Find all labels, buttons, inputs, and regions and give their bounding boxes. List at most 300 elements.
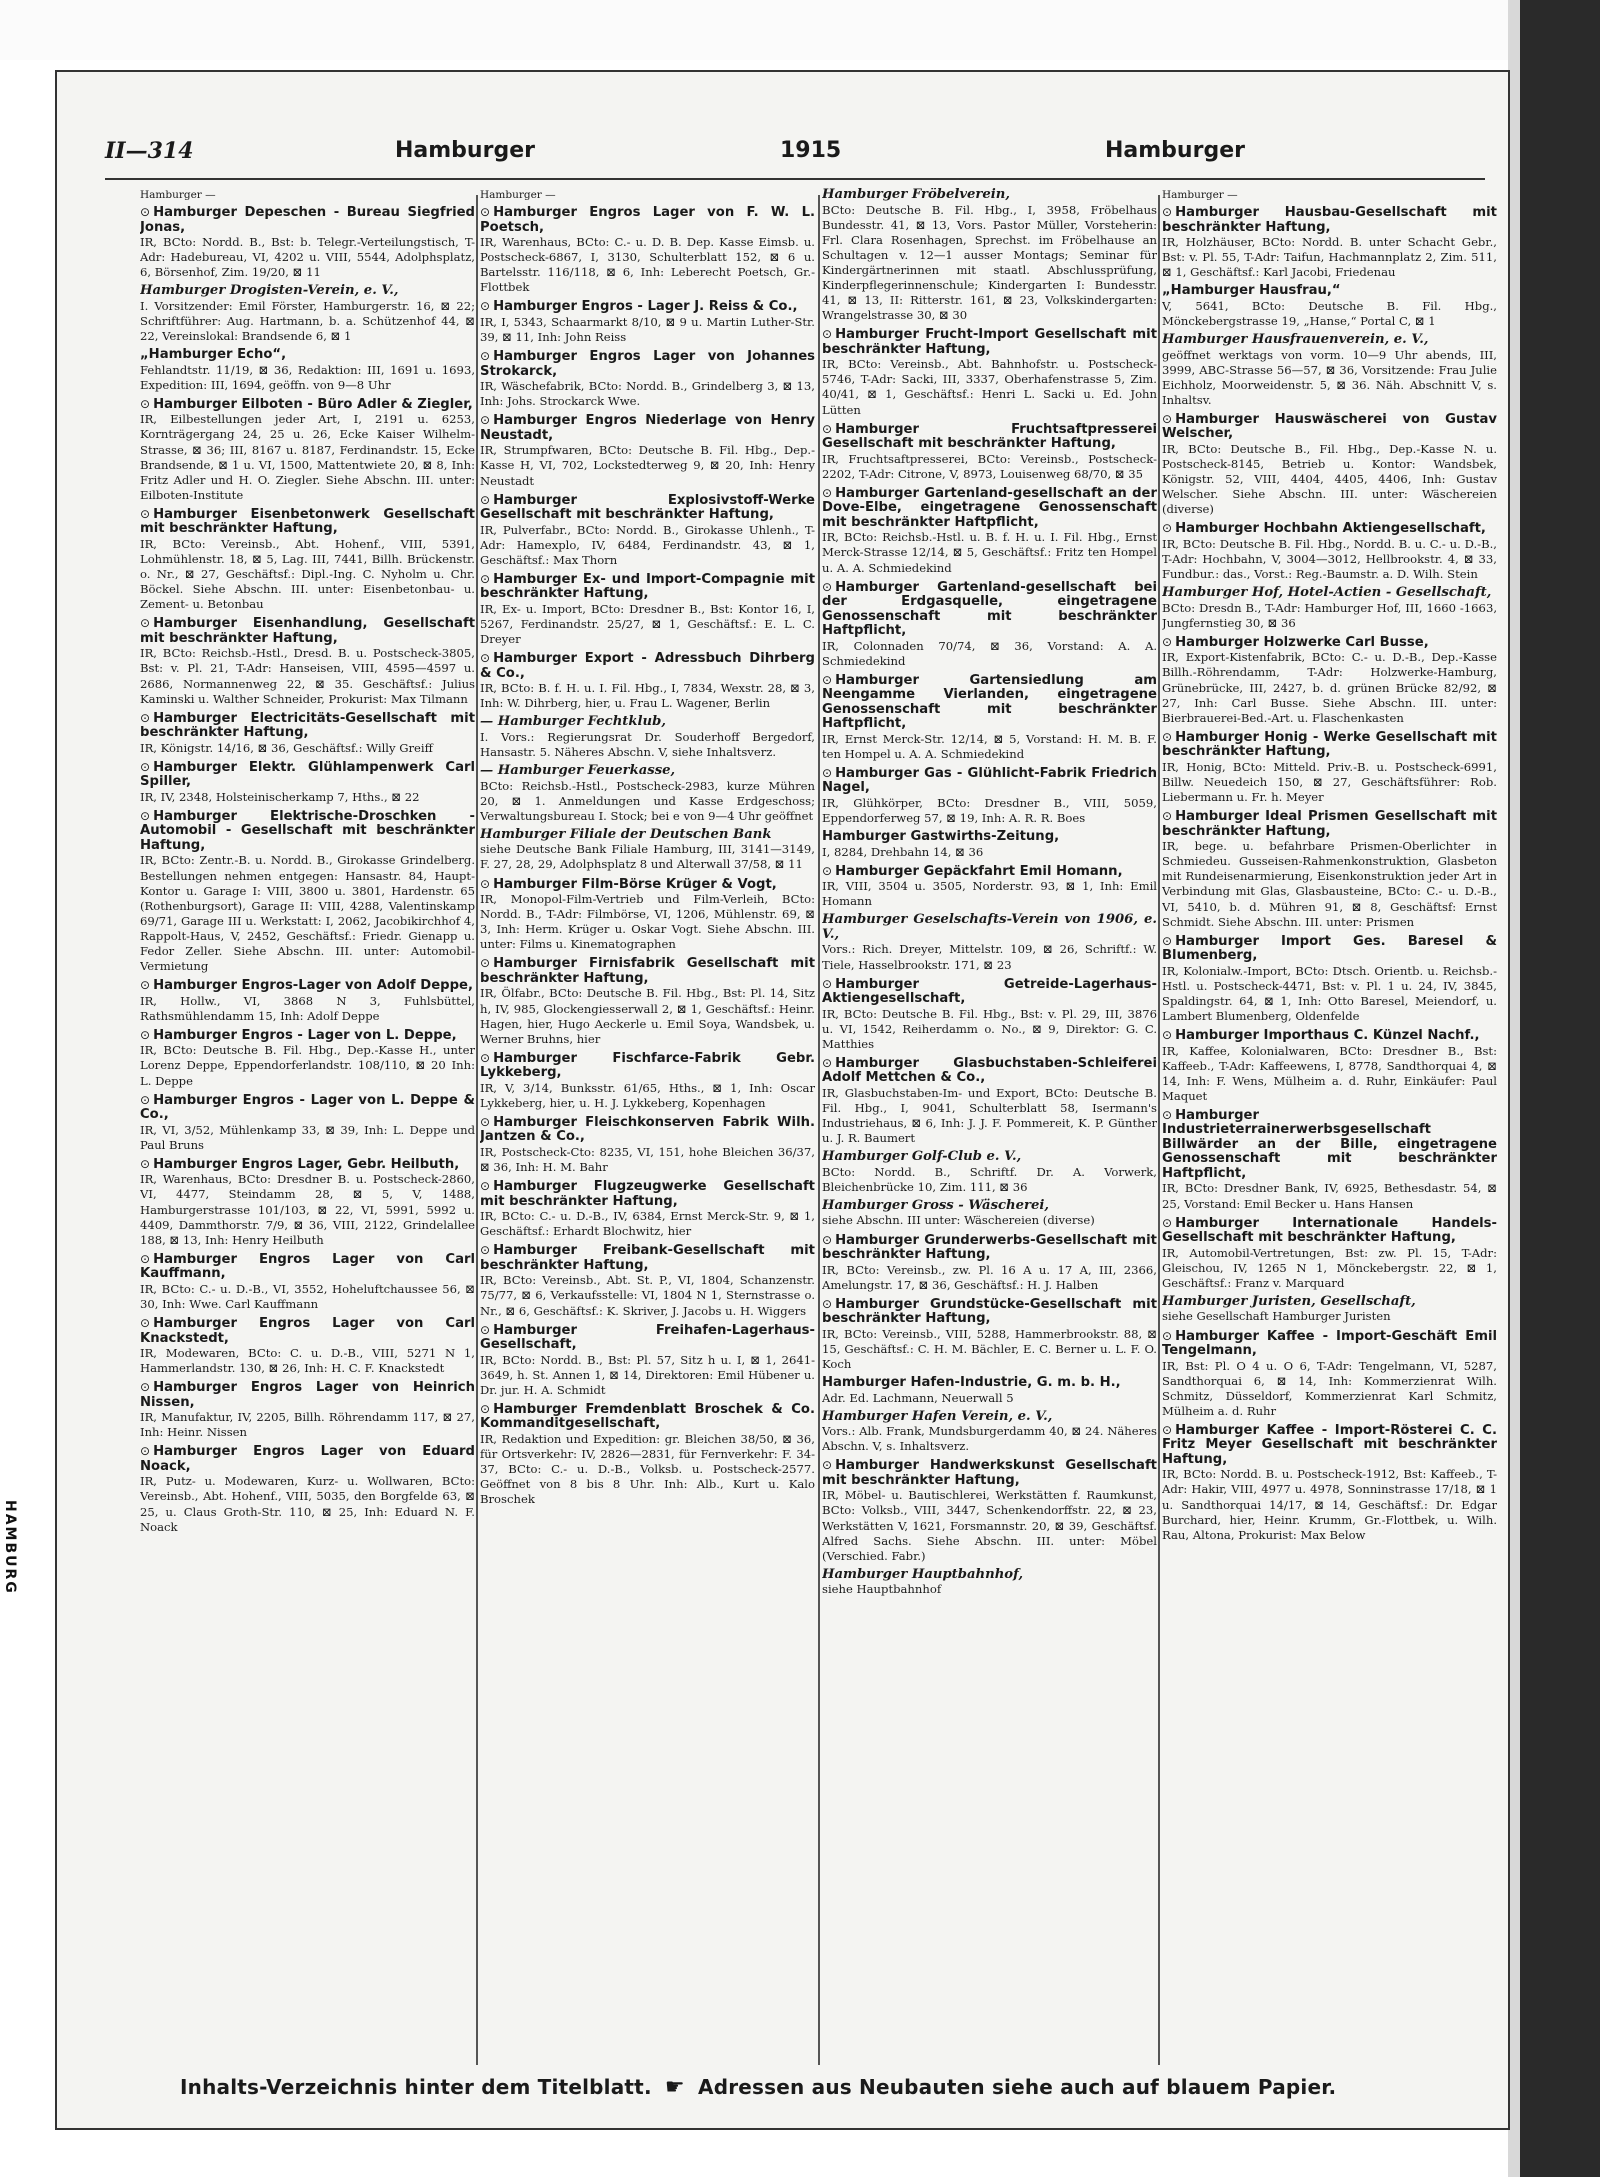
directory-entry	[822, 977, 1157, 1052]
directory-entry	[140, 1316, 475, 1376]
entry-name	[480, 1051, 815, 1081]
telephone-circle-icon: ⊙	[1162, 411, 1173, 426]
directory-entry	[822, 1056, 1157, 1146]
directory-entry	[480, 572, 815, 647]
entry-name-text: Hamburger Engros - Lager von L. Deppe,	[153, 1027, 457, 1043]
telephone-circle-icon: ⊙	[822, 1055, 833, 1070]
entry-name-text: Hamburger Hochbahn Aktiengesellschaft,	[1175, 521, 1486, 537]
entry-name-text: Hamburger Engros Lager von Carl Kauffmann,	[140, 1251, 475, 1282]
entry-name	[822, 1568, 1157, 1583]
entry-name	[480, 877, 815, 893]
entry-details: IR, Modewaren, BCto: C. u. D.-B., VIII, 5271 N 1, Hammerlandstr. 130, ⊠ 26, Inh: H. C. F. Knackstedt	[140, 1346, 475, 1376]
entry-details: IR, Automobil-Vertretungen, Bst: zw. Pl. 15, T-Adr: Gleischou, IV, 1265 N 1, Mönckebergstr. 22, ⊠ 1, Geschäftsf.: Franz v. Marquard	[1162, 1245, 1497, 1290]
entry-details: IR, BCto: Vereinsb., zw. Pl. 16 A u. 17 A, III, 2366, Amelungstr. 17, ⊠ 36, Geschäftsf.: H. J. Halben	[822, 1262, 1157, 1292]
entry-name-text: Hamburger Freibank-Gesellschaft mit beschränkter Haftung,	[480, 1243, 815, 1273]
entry-name	[480, 651, 815, 681]
header-rule	[105, 178, 1485, 180]
entry-name-text: Hamburger Filiale der Deutschen Bank	[480, 826, 772, 842]
entry-name-text: Hamburger Engros - Lager J. Reiss & Co.,	[493, 299, 798, 315]
entry-name	[822, 1150, 1157, 1165]
entry-name	[480, 956, 815, 986]
footer-index-note: Inhalts-Verzeichnis hinter dem Titelblatt.	[180, 2075, 652, 2099]
telephone-circle-icon: ⊙	[822, 672, 833, 687]
entry-name-text: Hamburger Gastwirths-Zeitung,	[822, 829, 1060, 845]
entry-details: IR, Wäschefabrik, BCto: Nordd. B., Grindelberg 3, ⊠ 13, Inh: Johs. Strockarck Wwe.	[480, 379, 815, 409]
column-1	[140, 188, 475, 2118]
entry-name-text: Hamburger Hafen Verein, e. V.,	[822, 1408, 1053, 1424]
directory-entry	[140, 760, 475, 805]
directory-entry	[480, 764, 815, 824]
entry-details: siehe Hauptbahnhof	[822, 1582, 942, 1597]
telephone-circle-icon: ⊙	[480, 1050, 491, 1065]
directory-entry	[140, 1252, 475, 1312]
directory-entry	[140, 978, 475, 1024]
directory-entry	[140, 205, 475, 280]
entry-name-text: Hamburger Electricitäts-Gesellschaft mit beschränkter Haftung,	[140, 710, 475, 741]
telephone-circle-icon: ⊙	[140, 1156, 151, 1171]
directory-entry	[822, 1297, 1157, 1372]
directory-entry	[822, 580, 1157, 669]
entry-name-text: Hamburger Eilboten - Büro Adler & Ziegler,	[153, 396, 473, 412]
directory-entry	[822, 864, 1157, 910]
entry-details: geöffnet werktags von vorm. 10—9 Uhr abends, III, 3999, ABC-Strasse 56—57, ⊠ 36, Vorsitzende: Frau Julie Eichholz, Moorweidenstr. 5, ⊠ 36. Näh. Abschnitt V, s. Inhaltsv.	[1162, 347, 1497, 407]
entry-name	[1162, 934, 1497, 964]
telephone-circle-icon: ⊙	[140, 1380, 151, 1395]
entry-details: I. Vors.: Regierungsrat Dr. Souderhoff Bergedorf, Hansastr. 5. Näheres Abschn. V, siehe Inhaltsverz.	[480, 729, 815, 759]
telephone-circle-icon: ⊙	[480, 492, 491, 507]
directory-entry	[480, 1402, 815, 1507]
entry-details: IR, Strumpfwaren, BCto: Deutsche B. Fil. Hbg., Dep.-Kasse H, VI, 702, Lockstedterweg 9, ⊠ 20, Inh: Henry Neustadt	[480, 443, 815, 488]
entry-details: IR, Kaffee, Kolonialwaren, BCto: Dresdner B., Bst: Kaffeeb., T-Adr: Kaffeewens, I, 8778, Sandthorquai 4, ⊠ 14, Inh: F. Wens, Mülheim a. d. Ruhr, Einkäufer: Paul Maquet	[1162, 1043, 1497, 1103]
entry-name-text: Hamburger Ex- und Import-Compagnie mit beschränkter Haftung,	[480, 571, 815, 602]
entry-name-text: Hamburger Importhaus C. Künzel Nachf.,	[1175, 1028, 1480, 1044]
directory-entry	[822, 1199, 1157, 1229]
telephone-circle-icon: ⊙	[480, 571, 491, 586]
entry-name	[480, 413, 815, 443]
telephone-circle-icon: ⊙	[480, 956, 491, 971]
entry-name-text: Hamburger Engros Lager von Eduard Noack,	[140, 1444, 475, 1474]
entry-details: Vors.: Rich. Dreyer, Mittelstr. 109, ⊠ 26, Schriftf.: W. Tiele, Hasselbrookstr. 171, ⊠ 23	[822, 942, 1157, 972]
directory-entry	[1162, 412, 1497, 517]
entry-details: IR, VIII, 3504 u. 3505, Norderstr. 93, ⊠ 1, Inh: Emil Homann	[822, 879, 1157, 909]
entry-name	[140, 284, 475, 299]
directory-entry	[1162, 333, 1497, 408]
directory-entry	[140, 1157, 475, 1248]
entry-name-text: Hamburger Gartenland-gesellschaft an der Dove-Elbe, eingetragene Genossenschaft mit beschränkter Haftpflicht,	[822, 485, 1157, 530]
entry-details: IR, BCto: Zentr.-B. u. Nordd. B., Girokasse Grindelberg. Bestellungen nehmen entgegen: Hansastr. 84, Haupt-Kontor u. Garage I: VIII, 3800 u. 3801, Hardenstr. 65 (Rothenburgsort), Garage II: VIII, 4288, Valentinskamp 69/71, Garage III u. Werkstatt: I, 2062, Jacobikirchhof 4, Rappolt-Haus, V, 2452, Geschäftsf.: Friedr. Gienapp u. Fedor Zeller. Siehe Abschn. III. unter: Automobil-Vermietung	[140, 853, 475, 974]
entry-name-text: Hamburger Drogisten-Verein, e. V.,	[140, 283, 399, 299]
entry-details: IR, Ernst Merck-Str. 12/14, ⊠ 5, Vorstand: H. M. B. F. ten Hompel u. A. A. Schmiedekind	[822, 731, 1157, 761]
entry-details: IR, Putz- u. Modewaren, Kurz- u. Wollwaren, BCto: Vereinsb., Abt. Hohenf., VIII, 5035, den Borgfelde 63, ⊠ 25, u. Claus Groth-Str. 110, ⊠ 25, Inh: Eduard N. F. Noack	[140, 1474, 475, 1534]
directory-entry	[822, 188, 1157, 323]
telephone-circle-icon: ⊙	[140, 710, 151, 725]
entry-details: IR, Königstr. 14/16, ⊠ 36, Geschäftsf.: Willy Greiff	[140, 740, 433, 755]
directory-entry	[480, 1115, 815, 1175]
entry-name-text: Hamburger Getreide-Lagerhaus-Aktiengesellschaft,	[822, 976, 1157, 1007]
entry-details: IR, Möbel- u. Bautischlerei, Werkstätten f. Raumkunst, BCto: Volksb., VIII, 3447, Schenkendorffstr. 22, ⊠ 23, Werkstätten V, 1621, Forsmannstr. 20, ⊠ 39, Geschäftsf. Alfred Sachs. Siehe Abschn. III. unter: Möbel (Verschied. Fabr.)	[822, 1488, 1157, 1563]
entry-details: V, 5641, BCto: Deutsche B. Fil. Hbg., Mönckebergstrasse 19, „Hanse,“ Portal C, ⊠ 1	[1162, 298, 1497, 328]
entry-details: IR, Ölfabr., BCto: Deutsche B. Fil. Hbg., Bst: Pl. 14, Sitz h, IV, 985, Glockengiesserwall 2, ⊠ 1, Geschäftsf.: Heinr. Hagen, hier, Hugo Aeckerle u. Emil Soya, Wandsbek, u. Werner Bruhns, hier	[480, 986, 815, 1046]
entry-details: BCto: Deutsche B. Fil. Hbg., I, 3958, Fröbelhaus Bundesstr. 41, ⊠ 13, Vors. Pastor Müller, Vorsteherin: Frl. Clara Rosenhagen, Sprechst. im Fröbelhause an Schultagen v. 12—1 ausser Montags; Seminar für Kindergärtnerinnen mit staatl. Abschlussprüfung, Kinderpflegerinnenschule; Kindergarten I: Bundesstr. 41, ⊠ 13, II: Ritterstr. 161, ⊠ 23, Volkskindergarten: Wrangelstrasse 30, ⊠ 30	[822, 202, 1157, 323]
entry-details: IR, BCto: Vereinsb., Abt. Hohenf., VIII, 5391, Lohmühlenstr. 18, ⊠ 5, Lag. III, 7441, Billh. Brückenstr. o. Nr., ⊠ 27, Geschäftsf.: Dipl.-Ing. C. Nyholm u. Chr. Böckel. Siehe Abschn. III. unter: Eisenbetonbau- u. Zement- u. Betonbau	[140, 536, 475, 612]
entry-name-text: Hamburger Freihafen-Lagerhaus-Gesellschaft,	[480, 1322, 815, 1353]
directory-entry	[822, 1233, 1157, 1293]
directory-entry	[1162, 730, 1497, 805]
entry-name	[140, 809, 475, 854]
entry-name-text: Hamburger Eisenhandlung, Gesellschaft mit beschränkter Haftung,	[140, 616, 475, 646]
entry-name	[140, 507, 475, 537]
entry-name-text: Hamburger Hausbau-Gesellschaft mit beschränkter Haftung,	[1162, 205, 1497, 235]
entry-details: IR, V, 3/14, Bunksstr. 61/65, Hths., ⊠ 1, Inh: Oscar Lykkeberg, hier, u. H. J. Lykkeberg, Kopenhagen	[480, 1080, 815, 1110]
entry-name-text: Hamburger Handwerkskunst Gesellschaft mit beschränkter Haftung,	[822, 1458, 1157, 1488]
telephone-circle-icon: ⊙	[140, 1251, 151, 1266]
entry-name	[822, 327, 1157, 357]
telephone-circle-icon: ⊙	[140, 205, 151, 220]
entry-name-text: Hamburger Glasbuchstaben-Schleiferei Adolf Mettchen & Co.,	[822, 1055, 1157, 1086]
entry-name-text: Hamburger Gas - Glühlicht-Fabrik Friedrich Nagel,	[822, 765, 1157, 796]
entry-name-text: Hamburger Internationale Handels-Gesellschaft mit beschränkter Haftung,	[1162, 1215, 1497, 1246]
entry-name	[1162, 333, 1497, 348]
entry-name-text: Hamburger Honig - Werke Gesellschaft mit beschränkter Haftung,	[1162, 729, 1497, 760]
directory-entry	[140, 348, 475, 393]
entry-name-text: Hamburger Engros Lager von Heinrich Nissen,	[140, 1380, 475, 1410]
directory-entry	[480, 205, 815, 295]
directory-entry	[1162, 205, 1497, 280]
directory-entry	[480, 715, 815, 760]
entry-name-text: — Hamburger Feuerkasse,	[480, 763, 676, 779]
entry-details: siehe Deutsche Bank Filiale Hamburg, III, 3141—3149, F. 27, 28, 29, Adolphsplatz 8 und Alterwall 37/58, ⊠ 11	[480, 842, 815, 872]
telephone-circle-icon: ⊙	[140, 506, 151, 521]
telephone-circle-icon: ⊙	[1162, 1107, 1173, 1122]
entry-details: IR, BCto: Vereinsb., Abt. Bahnhofstr. u. Postscheck-5746, T-Adr: Sacki, III, 3337, Oberhafenstrasse 5, Zim. 40/41, ⊠ 1, Geschäftsf.: Henri L. Sacki u. Ed. John Lütten	[822, 357, 1157, 417]
page-footer	[180, 2075, 1480, 2100]
entry-name	[822, 422, 1157, 452]
entry-details: IR, Honig, BCto: Mitteld. Priv.-B. u. Postscheck-6991, Billw. Neuedeich 150, ⊠ 27, Geschäftsführer: Rob. Liebermann u. Fr. h. Meyer	[1162, 759, 1497, 805]
directory-entry	[822, 327, 1157, 417]
entry-name	[480, 764, 815, 779]
telephone-circle-icon: ⊙	[480, 1114, 491, 1129]
directory-entry	[822, 486, 1157, 576]
directory-entry	[1162, 934, 1497, 1024]
entry-name-text: Hamburger Engros-Lager von Adolf Deppe,	[153, 978, 473, 994]
entry-details: IR, BCto: Deutsche B. Fil. Hbg., Dep.-Kasse H., unter Lorenz Deppe, Eppendorferlandstr. 108/110, ⊠ 20 Inh: L. Deppe	[140, 1043, 475, 1088]
directory-entry	[822, 1568, 1157, 1598]
entry-details: IR, BCto: Reichsb.-Hstl. u. B. f. H. u. I. Fil. Hbg., Ernst Merck-Strasse 12/14, ⊠ 5, Geschäftsf.: Fritz ten Hompel u. A. A. Schmiedekind	[822, 530, 1157, 575]
entry-name	[140, 1252, 475, 1282]
entry-name	[822, 1297, 1157, 1327]
entry-name	[1162, 635, 1497, 651]
telephone-circle-icon: ⊙	[480, 299, 491, 314]
entry-name	[1162, 586, 1497, 601]
telephone-circle-icon: ⊙	[1162, 634, 1173, 649]
entry-details: IR, Eilbestellungen jeder Art, I, 2191 u. 6253, Kornträgergang 24, 25 u. 26, Ecke Kaiser Wilhelm-Strasse, ⊠ 36; III, 8167 u. 8187, Ferdinandstr. 15, Ecke Brandsende, ⊠ 1 u. VI, 1500, Mattentwiete 20, ⊠ 8, Inh: Fritz Adler und H. O. Ziegler. Siehe Abschn. III. unter: Eilboten-Institute	[140, 412, 475, 502]
telephone-circle-icon: ⊙	[140, 1092, 151, 1107]
entry-name-text: Hamburger Engros - Lager von L. Deppe & Co.,	[140, 1092, 475, 1123]
pointing-hand-icon: ☛	[664, 2075, 685, 2100]
telephone-circle-icon: ⊙	[480, 1243, 491, 1258]
directory-entry	[480, 413, 815, 488]
entry-details: I, 8284, Drehbahn 14, ⊠ 36	[822, 844, 984, 859]
page-header	[105, 138, 1465, 174]
entry-name-text: Hamburger Hauswäscherei von Gustav Welscher,	[1162, 411, 1497, 442]
telephone-circle-icon: ⊙	[1162, 729, 1173, 744]
telephone-circle-icon: ⊙	[822, 1232, 833, 1247]
entry-name	[822, 913, 1157, 942]
entry-details: IR, BCto: Vereinsb., Abt. St. P., VI, 1804, Schanzenstr. 75/77, ⊠ 6, Verkaufsstelle: VI, 1804 N 1, Sternstrasse o. Nr., ⊠ 6, Geschäftsf.: K. Skriver, J. Jacobs u. H. Wiggers	[480, 1273, 815, 1318]
entry-name-text: Hamburger Gartenland-gesellschaft bei der Erdgasquelle, eingetragene Genossenschaft mit beschränkter Haftpflicht,	[822, 579, 1157, 639]
entry-name	[140, 1028, 475, 1044]
entry-name-text: Hamburger Grunderwerbs-Gesellschaft mit beschränkter Haftung,	[822, 1232, 1157, 1263]
entry-name-text: Hamburger Ideal Prismen Gesellschaft mit beschränkter Haftung,	[1162, 809, 1497, 839]
directory-entry	[822, 1458, 1157, 1563]
entry-name-text: „Hamburger Echo“,	[140, 347, 287, 363]
directory-entry	[1162, 635, 1497, 726]
column-heading: Hamburger —	[1162, 189, 1238, 201]
telephone-circle-icon: ⊙	[822, 485, 833, 500]
entry-name-text: Hamburger Engros Lager von F. W. L. Poetsch,	[480, 205, 815, 235]
entry-details: IR, Warenhaus, BCto: C.- u. D. B. Dep. Kasse Eimsb. u. Postscheck-6867, I, 3130, Schulterblatt 152, ⊠ 6 u. Bartelsstr. 116/118, ⊠ 6, Inh: Leberecht Poetsch, Gr.-Flottbek	[480, 235, 815, 295]
entry-name-text: Hamburger Explosivstoff-Werke Gesellschaft mit beschränkter Haftung,	[480, 492, 815, 523]
entry-details: IR, Warenhaus, BCto: Dresdner B. u. Postscheck-2860, VI, 4477, Steindamm 28, ⊠ 5, V, 1488, Hamburgerstrasse 101/103, ⊠ 22, VI, 5991, 5992 u. 4409, Dammthorstr. 7/9, ⊠ 36, VIII, 2122, Grindelallee 188, ⊠ 13, Inh: Henry Heilbuth	[140, 1172, 475, 1247]
entry-name	[480, 1179, 815, 1209]
entry-details: IR, BCto: B. f. H. u. I. Fil. Hbg., I, 7834, Wexstr. 28, ⊠ 3, Inh: W. Dihrberg, hier, u. Frau L. Wagener, Berlin	[480, 681, 815, 711]
entry-name-text: Hamburger Depeschen - Bureau Siegfried Jonas,	[140, 205, 475, 235]
entry-details: IR, bege. u. befahrbare Prismen-Oberlichter in Schmiedeu. Gusseisen-Rahmenkonstruktion, Glasbeton mit Rundeisenarmierung, Eisenkonstruktion jeder Art in Verbindung mit Glas, Glasbausteine, BCto: C.- u. D.-B., VI, 5410, b. d. Mühren 91, ⊠ 8, Geschäftsf: Ernst Schmidt. Siehe Abschn. III. unter: Prismen	[1162, 839, 1497, 929]
directory-entry	[1162, 521, 1497, 582]
telephone-circle-icon: ⊙	[480, 205, 491, 220]
year-label: 1915	[780, 138, 842, 163]
entry-name-text: Hamburger Holzwerke Carl Busse,	[1175, 634, 1429, 650]
telephone-circle-icon: ⊙	[1162, 1328, 1173, 1343]
entry-name	[140, 1380, 475, 1410]
directory-entry	[140, 616, 475, 706]
entry-name	[1162, 1108, 1497, 1182]
entry-details: IR, BCto: Reichsb.-Hstl., Dresd. B. u. Postscheck-3805, Bst: v. Pl. 21, T-Adr: Hanseisen, VIII, 4595—4597 u. 2686, Normannenweg 22, ⊠ 35. Geschäftsf.: Julius Kaminski u. Walther Schneider, Prokurist: Max Tilmann	[140, 646, 475, 706]
directory-entry	[822, 766, 1157, 826]
entry-name-text: Hamburger Gross - Wäscherei,	[822, 1197, 1049, 1213]
directory-entry	[480, 1243, 815, 1318]
entry-name	[140, 1093, 475, 1123]
entry-details: BCto: Nordd. B., Schriftf. Dr. A. Vorwerk, Bleichenbrücke 10, Zim. 111, ⊠ 36	[822, 1164, 1157, 1194]
entry-name	[822, 864, 1157, 880]
telephone-circle-icon: ⊙	[1162, 933, 1173, 948]
column-3	[822, 188, 1157, 2118]
entry-name-text: Hamburger Hof, Hotel-Actien - Gesellschaft,	[1162, 585, 1492, 601]
directory-entry	[1162, 284, 1497, 329]
directory-entry	[140, 507, 475, 612]
telephone-circle-icon: ⊙	[480, 1322, 491, 1337]
entry-details: IR, Hollw., VI, 3868 N 3, Fuhlsbüttel, Rathsmühlendamm 15, Inh: Adolf Deppe	[140, 993, 475, 1023]
column-divider	[476, 195, 478, 2065]
entry-name	[822, 1410, 1157, 1425]
telephone-circle-icon: ⊙	[140, 759, 151, 774]
entry-name	[480, 1323, 815, 1353]
telephone-circle-icon: ⊙	[140, 1316, 151, 1330]
entry-details: IR, Export-Kistenfabrik, BCto: C.- u. D.-B., Dep.-Kasse Billh.-Röhrendamm, T-Adr: Holzwerke-Hamburg, Grünebrücke, III, 2427, b. d. grünen Brücke 82/92, ⊠ 27, Inh: Carl Busse. Siehe Abschn. III. unter: Bierbrauerei-Bed.-Art. u. Flaschenkasten	[1162, 650, 1497, 725]
entry-details: Adr. Ed. Lachmann, Neuerwall 5	[822, 1390, 1014, 1405]
telephone-circle-icon: ⊙	[822, 579, 833, 594]
entry-details: IR, BCto: Deutsche B., Fil. Hbg., Dep.-Kasse N. u. Postscheck-8145, Betrieb u. Kontor: Wandsbek, Königstr. 52, VIII, 4404, 4405, 4406, Inh: Gustav Welscher. Siehe Abschn. III. unter: Wäschereien (diverse)	[1162, 441, 1497, 517]
entry-name-text: Hamburger Eisenbetonwerk Gesellschaft mit beschränkter Haftung,	[140, 506, 475, 537]
directory-entry	[822, 913, 1157, 972]
entry-name	[480, 299, 815, 315]
telephone-circle-icon: ⊙	[1162, 521, 1173, 536]
entry-name	[822, 673, 1157, 732]
entry-name-text: Hamburger Gepäckfahrt Emil Homann,	[835, 863, 1123, 879]
telephone-circle-icon: ⊙	[822, 327, 833, 342]
telephone-circle-icon: ⊙	[1162, 205, 1173, 220]
directory-entry	[822, 830, 1157, 860]
entry-details: siehe Gesellschaft Hamburger Juristen	[1162, 1309, 1391, 1324]
entry-name	[1162, 730, 1497, 760]
entry-name	[822, 1199, 1157, 1214]
entry-name	[822, 188, 1157, 203]
entry-name-text: Hamburger Frucht-Import Gesellschaft mit beschränkter Haftung,	[822, 327, 1157, 357]
entry-name	[480, 1115, 815, 1145]
entry-name	[1162, 284, 1497, 299]
entry-name-text: Hamburger Export - Adressbuch Dihrberg & Co.,	[480, 651, 815, 681]
entry-details: IR, BCto: C.- u. D.-B., VI, 3552, Hoheluftchaussee 56, ⊠ 30, Inh: Wwe. Carl Kauffmann	[140, 1281, 475, 1311]
directory-entry	[140, 711, 475, 756]
entry-name	[140, 1157, 475, 1173]
telephone-circle-icon: ⊙	[140, 396, 151, 411]
directory-entry	[1162, 1108, 1497, 1212]
entry-details: Fehlandtstr. 11/19, ⊠ 36, Redaktion: III, 1691 u. 1693, Expedition: III, 1694, geöffn. von 9—8 Uhr	[140, 362, 475, 392]
directory-entry	[1162, 1295, 1497, 1325]
entry-details: IR, Ex- u. Import, BCto: Dresdner B., Bst: Kontor 16, I, 5267, Ferdinandstr. 25/27, ⊠ 1, Geschäftsf.: E. L. C. Dreyer	[480, 601, 815, 647]
directory-entry	[480, 1323, 815, 1398]
directory-entry	[1162, 809, 1497, 930]
entry-details: BCto: Dresdn B., T-Adr: Hamburger Hof, III, 1660 -1663, Jungfernstieg 30, ⊠ 36	[1162, 600, 1497, 630]
telephone-circle-icon: ⊙	[1162, 1215, 1173, 1230]
entry-name	[822, 1233, 1157, 1263]
directory-entry	[480, 651, 815, 711]
entry-name	[140, 397, 475, 413]
entry-name	[480, 715, 815, 730]
entry-name-text: Hamburger Hauptbahnhof,	[822, 1566, 1024, 1582]
entry-details: IR, Holzhäuser, BCto: Nordd. B. unter Schacht Gebr., Bst: v. Pl. 55, T-Adr: Taifun, Hachmannplatz 2, Zim. 511, ⊠ 1, Geschäftsf.: Karl Jacobi, Friedenau	[1162, 235, 1497, 280]
entry-name	[480, 493, 815, 523]
entry-name	[1162, 412, 1497, 442]
entry-name	[1162, 1329, 1497, 1359]
directory-entry	[140, 1028, 475, 1089]
telephone-circle-icon: ⊙	[140, 616, 151, 631]
entry-details: IR, BCto: Dresdner Bank, IV, 6925, Bethesdastr. 54, ⊠ 25, Vorstand: Emil Becker u. Hans Hansen	[1162, 1181, 1497, 1211]
running-title-left: Hamburger	[395, 138, 535, 163]
entry-name	[480, 828, 815, 843]
entry-name-text: Hamburger Hausfrauenverein, e. V.,	[1162, 332, 1429, 348]
entry-name	[140, 760, 475, 790]
entry-details: IR, Postscheck-Cto: 8235, VI, 151, hohe Bleichen 36/37, ⊠ 36, Inh: H. M. Bahr	[480, 1144, 815, 1175]
telephone-circle-icon: ⊙	[480, 876, 491, 891]
directory-entry	[822, 1150, 1157, 1195]
entry-details: IR, BCto: C.- u. D.-B., IV, 6384, Ernst Merck-Str. 9, ⊠ 1, Geschäftsf.: Erhardt Blochwitz, hier	[480, 1209, 815, 1239]
directory-entry	[480, 956, 815, 1046]
telephone-circle-icon: ⊙	[480, 413, 491, 428]
entry-name-text: Hamburger Golf-Club e. V.,	[822, 1149, 1022, 1165]
entry-name	[1162, 809, 1497, 839]
entry-name	[822, 486, 1157, 531]
entry-name-text: „Hamburger Hausfrau,“	[1162, 283, 1341, 299]
directory-entry	[140, 1093, 475, 1153]
entry-name	[480, 1243, 815, 1273]
entry-details: IR, Redaktion und Expedition: gr. Bleichen 38/50, ⊠ 36, für Ortsverkehr: IV, 2826—2831, für Fernverkehr: F. 34-37, BCto: C.- u. D.-B., Volksb. u. Postscheck-2577. Geöffnet von 8 bis 8 Uhr. Inh: Alb., Kurt u. Kalo Broschek	[480, 1431, 815, 1507]
directory-entry	[1162, 1329, 1497, 1419]
entry-name	[480, 1402, 815, 1432]
entry-name-text: Hamburger Engros Lager von Carl Knackstedt,	[140, 1316, 475, 1346]
directory-entry	[140, 397, 475, 503]
entry-details: IR, BCto: Nordd. B., Bst: b. Telegr.-Verteilungstisch, T-Adr: Hadebureau, VI, 4202 u. VIII, 5544, Adolphsplatz, 6, Börsenhof, Zim. 19/20, ⊠ 11	[140, 235, 475, 280]
entry-details: IR, BCto: Vereinsb., VIII, 5288, Hammerbrookstr. 88, ⊠ 15, Geschäftsf.: C. H. M. Bächler, E. C. Berner u. L. F. O. Koch	[822, 1326, 1157, 1371]
entry-details: BCto: Reichsb.-Hstl., Postscheck-2983, kurze Mühren 20, ⊠ 1. Anmeldungen und Kasse Erdgeschoss; Verwaltungsbureau I. Stock; bei e von 9—4 Uhr geöffnet	[480, 778, 815, 823]
entry-name	[1162, 1216, 1497, 1246]
entry-name-text: Hamburger Fremdenblatt Broschek & Co. Kommanditgesellschaft,	[480, 1401, 815, 1432]
entry-details: IR, BCto: Deutsche B. Fil. Hbg., Bst: v. Pl. 29, III, 3876 u. VI, 1542, Reiherdamm o. No., ⊠ 9, Direktor: G. C. Matthies	[822, 1006, 1157, 1051]
entry-name-text: Hamburger Kaffee - Import-Rösterei C. C. Fritz Meyer Gesellschaft mit beschränkter Haftung,	[1162, 1422, 1497, 1467]
entry-name-text: Hamburger Gartensiedlung am Neengamme Vierlanden, eingetragene Genossenschaft mit beschränkter Haftpflicht,	[822, 672, 1157, 732]
side-tab-label: HAMBURG	[2, 1500, 18, 1595]
directory-entry	[480, 877, 815, 953]
scan-border	[1520, 0, 1600, 2177]
telephone-circle-icon: ⊙	[822, 765, 833, 780]
entry-name	[1162, 1028, 1497, 1044]
entry-details: IR, Monopol-Film-Vertrieb und Film-Verleih, BCto: Nordd. B., T-Adr: Filmbörse, VI, 1206, Mühlenstr. 69, ⊠ 3, Inh: Herm. Krüger u. Oskar Vogt. Siehe Abschn. III. unter: Films u. Kinematographen	[480, 892, 815, 952]
footer-address-note: Adressen aus Neubauten siehe auch auf blauem Papier.	[698, 2075, 1337, 2099]
entry-name	[140, 1316, 475, 1346]
telephone-circle-icon: ⊙	[1162, 809, 1173, 824]
directory-entry	[480, 1051, 815, 1111]
entry-details: IR, I, 5343, Schaarmarkt 8/10, ⊠ 9 u. Martin Luther-Str. 39, ⊠ 11, Inh: John Reiss	[480, 314, 815, 345]
telephone-circle-icon: ⊙	[1162, 1422, 1173, 1437]
entry-name-text: Hamburger Kaffee - Import-Geschäft Emil Tengelmann,	[1162, 1328, 1497, 1358]
entry-details: IR, VI, 3/52, Mühlenkamp 33, ⊠ 39, Inh: L. Deppe und Paul Bruns	[140, 1122, 475, 1152]
telephone-circle-icon: ⊙	[1162, 1028, 1173, 1043]
telephone-circle-icon: ⊙	[822, 863, 833, 878]
entry-name	[1162, 1423, 1497, 1468]
entry-name-text: Hamburger Elektr. Glühlampenwerk Carl Spiller,	[140, 759, 475, 790]
entry-details: Vors.: Alb. Frank, Mundsburgerdamm 40, ⊠ 24. Näheres Abschn. V, s. Inhaltsverz.	[822, 1424, 1157, 1454]
entry-name	[480, 349, 815, 379]
directory-entry	[1162, 1216, 1497, 1291]
entry-name	[140, 616, 475, 646]
directory-entry	[480, 1179, 815, 1239]
telephone-circle-icon: ⊙	[480, 349, 491, 364]
entry-name-text: Hamburger Flugzeugwerke Gesellschaft mit beschränkter Haftung,	[480, 1179, 815, 1209]
entry-name-text: Hamburger Fröbelverein,	[822, 188, 1010, 202]
entry-name	[822, 1458, 1157, 1488]
entry-name-text: Hamburger Hafen-Industrie, G. m. b. H.,	[822, 1375, 1121, 1391]
entry-name-text: Hamburger Engros Lager von Johannes Strokarck,	[480, 349, 815, 379]
directory-entry	[480, 828, 815, 873]
directory-entry	[822, 1410, 1157, 1455]
column-divider	[1158, 195, 1160, 2065]
running-title-right: Hamburger	[1105, 138, 1245, 163]
entry-name	[822, 580, 1157, 639]
entry-name-text: — Hamburger Fechtklub,	[480, 714, 666, 730]
entry-name	[480, 205, 815, 235]
entry-name-text: Hamburger Import Ges. Baresel & Blumenberg,	[1162, 933, 1497, 964]
entry-name	[1162, 1295, 1497, 1310]
entry-details: siehe Abschn. III unter: Wäschereien (diverse)	[822, 1213, 1095, 1228]
entry-details: IR, Glasbuchstaben-Im- und Export, BCto: Deutsche B. Fil. Hbg., I, 9041, Schulterblatt 58, Isermann's Industriehaus, ⊠ 6, Inh: J. J. F. Pommereit, K. P. Günther u. J. R. Baumert	[822, 1085, 1157, 1146]
entry-details: IR, Kolonialw.-Import, BCto: Dtsch. Orientb. u. Reichsb.-Hstl. u. Postscheck-4471, Bst: v. Pl. 1 u. 24, IV, 3845, Spaldingstr. 64, ⊠ 1, Inh: Otto Baresel, Meiendorf, u. Lambert Blumenberg, Oldenfelde	[1162, 963, 1497, 1023]
entry-details: IR, Glühkörper, BCto: Dresdner B., VIII, 5059, Eppendorferweg 57, ⊠ 19, Inh: A. R. R. Boes	[822, 795, 1157, 826]
telephone-circle-icon: ⊙	[822, 976, 833, 991]
entry-name-text: Hamburger Elektrische-Droschken - Automobil - Gesellschaft mit beschränkter Haftung,	[140, 808, 475, 853]
telephone-circle-icon: ⊙	[480, 651, 491, 666]
directory-entry	[1162, 1028, 1497, 1104]
entry-name	[480, 572, 815, 602]
